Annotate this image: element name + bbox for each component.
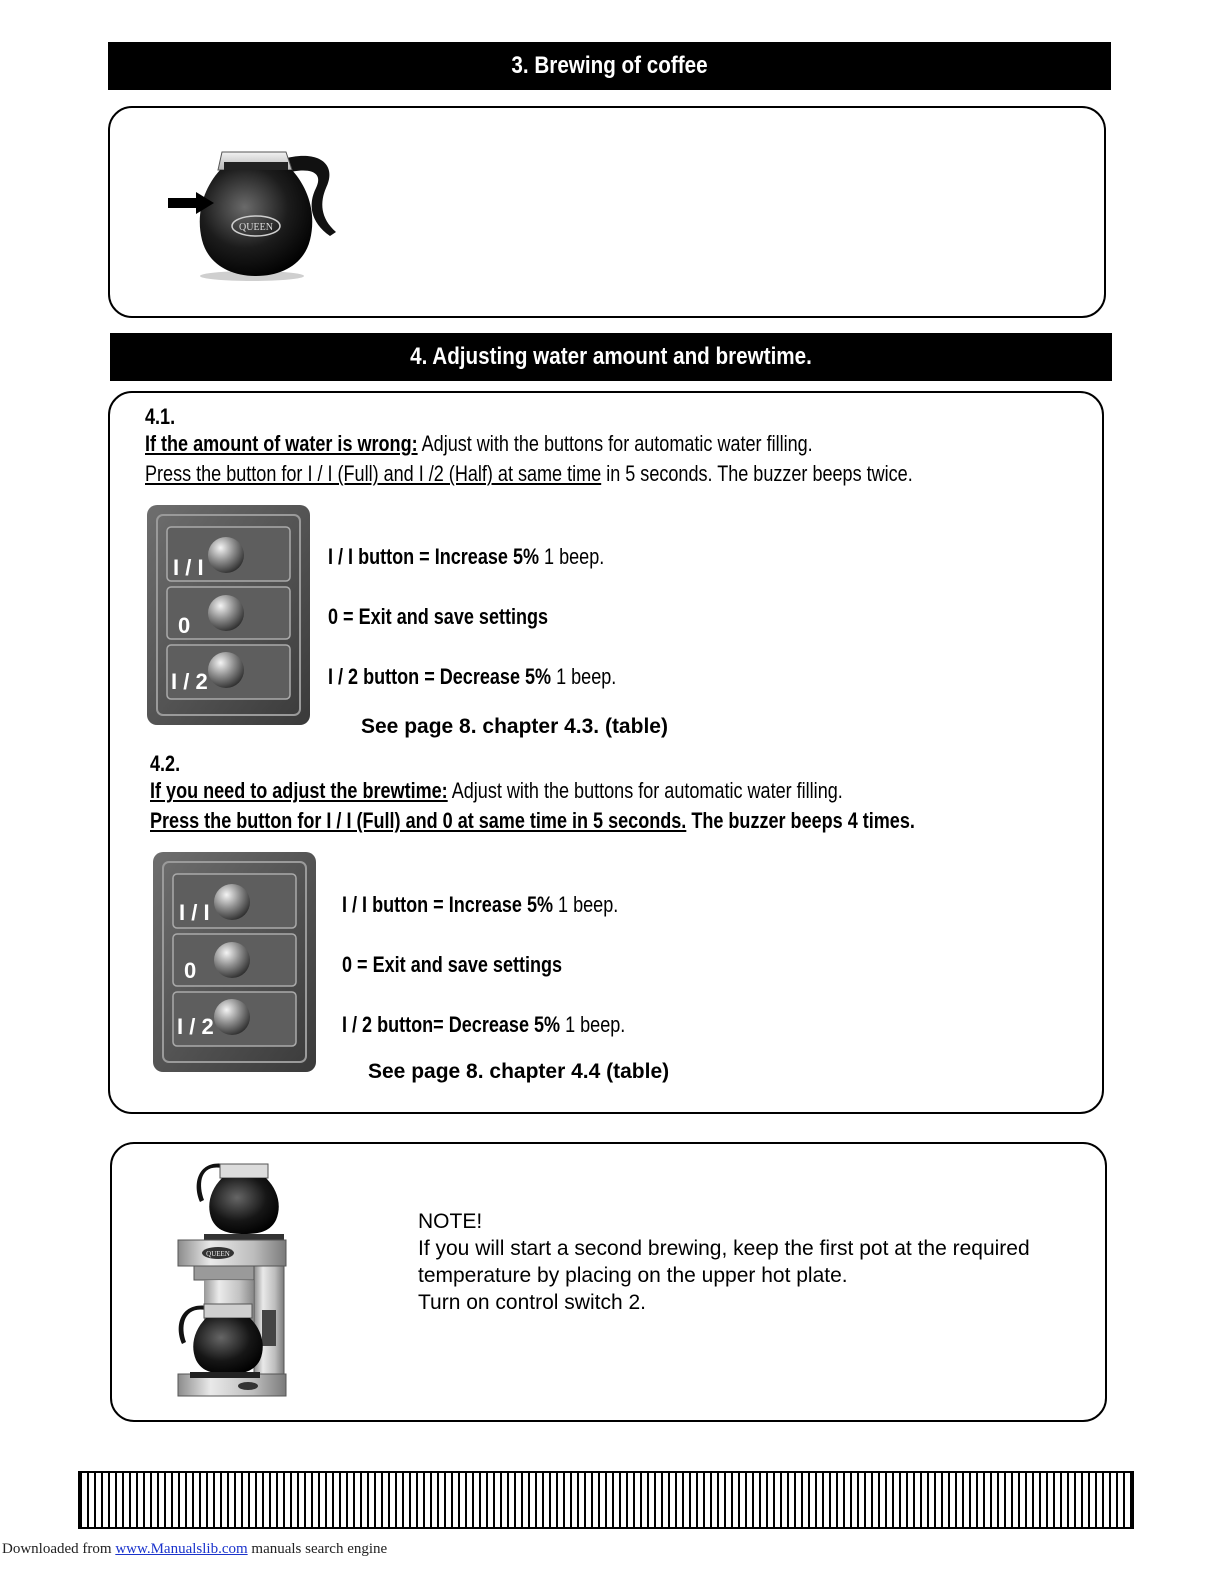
manualslib-link[interactable]: www.Manualslib.com — [115, 1541, 248, 1557]
download-prefix: Downloaded from — [2, 1541, 116, 1557]
pot-brand-text: QUEEN — [239, 222, 273, 233]
sub42-line1-text: Adjust with the buttons for automatic water filling. — [447, 778, 843, 803]
download-suffix: manuals search engine — [247, 1541, 388, 1557]
panel2-zero-label: 0 — [184, 958, 197, 983]
panel2-zero-button — [214, 942, 250, 978]
panel2-half-button — [214, 999, 250, 1035]
sub41-line1-label: If the amount of water is wrong: — [145, 431, 418, 456]
section-3-header — [108, 42, 1111, 90]
sub42-increase: I / I button = Increase 5% 1 beep. — [342, 892, 619, 917]
panel1-half-button — [208, 652, 244, 688]
machine-controls — [262, 1310, 276, 1346]
machine-filter-holder — [194, 1266, 254, 1280]
lower-pot-body — [193, 1318, 263, 1374]
sub42-number: 4.2. — [150, 751, 181, 776]
upper-pot-lid — [220, 1164, 268, 1178]
panel1-zero-button — [208, 595, 244, 631]
machine-base-logo — [238, 1382, 258, 1390]
sub41-increase: I / I button = Increase 5% 1 beep. — [328, 544, 605, 569]
panel1-zero-label: 0 — [178, 613, 191, 638]
coffee-pot-illustration — [160, 140, 360, 285]
sub42-line2-underlined: Press the button for I / I (Full) and 0 at same time in 5 seconds. — [150, 808, 687, 833]
note-text — [418, 1208, 1030, 1316]
sub42-line1 — [150, 778, 995, 804]
sub41-line1-text: Adjust with the buttons for automatic water filling. — [417, 431, 813, 456]
machine-brand-text: QUEEN — [206, 1250, 230, 1258]
pot-lid-band — [224, 162, 288, 170]
sub41-line2-underlined: Press the button for I / I (Full) and I /2 (Half) at same time — [145, 461, 602, 486]
sub41-exit: 0 = Exit and save settings — [328, 604, 549, 629]
panel1-full-label: I / I — [173, 555, 204, 580]
sub42-decrease: I / 2 button= Decrease 5% 1 beep. — [342, 1012, 626, 1037]
sub42-line1-label: If you need to adjust the brewtime: — [150, 778, 448, 803]
sub41-line2-text: in 5 seconds. The buzzer beeps twice. — [601, 461, 913, 486]
note-line-2: temperature by placing on the upper hot plate. — [418, 1264, 848, 1287]
machine-upper-plate — [204, 1234, 284, 1240]
sub41-number: 4.1. — [145, 404, 176, 429]
sub41-reference: See page 8. chapter 4.3. (table) — [361, 715, 668, 738]
sub41-line1 — [145, 431, 959, 457]
section-3-title: 3. Brewing of coffee — [511, 52, 708, 79]
footer-stripe-bar — [78, 1471, 1134, 1529]
sub42-reference: See page 8. chapter 4.4 (table) — [368, 1060, 670, 1083]
lower-pot-lid — [204, 1304, 252, 1318]
sub42-line2 — [150, 808, 1083, 834]
control-panel-4-2 — [153, 852, 316, 1072]
control-panel-4-1 — [147, 505, 310, 725]
sub41-decrease: I / 2 button = Decrease 5% 1 beep. — [328, 664, 617, 689]
section-4-title: 4. Adjusting water amount and brewtime. — [410, 343, 812, 370]
machine-base-plate — [190, 1372, 260, 1378]
note-heading: NOTE! — [418, 1210, 483, 1233]
upper-pot-body — [209, 1178, 279, 1234]
panel2-full-label: I / I — [179, 900, 210, 925]
note-line-1: If you will start a second brewing, keep the first pot at the required — [418, 1237, 1030, 1260]
sub42-exit: 0 = Exit and save settings — [342, 952, 563, 977]
note-line-3: Turn on control switch 2. — [418, 1291, 646, 1314]
download-footer — [2, 1541, 387, 1558]
panel1-half-label: I / 2 — [171, 669, 208, 694]
panel2-full-button — [214, 884, 250, 920]
sub41-line2 — [145, 461, 1081, 487]
coffee-machine-illustration — [170, 1160, 300, 1402]
panel2-half-label: I / 2 — [177, 1014, 214, 1039]
panel1-full-button — [208, 537, 244, 573]
sub42-line2-text: The buzzer beeps 4 times. — [686, 808, 915, 833]
section-4-header — [110, 333, 1112, 381]
